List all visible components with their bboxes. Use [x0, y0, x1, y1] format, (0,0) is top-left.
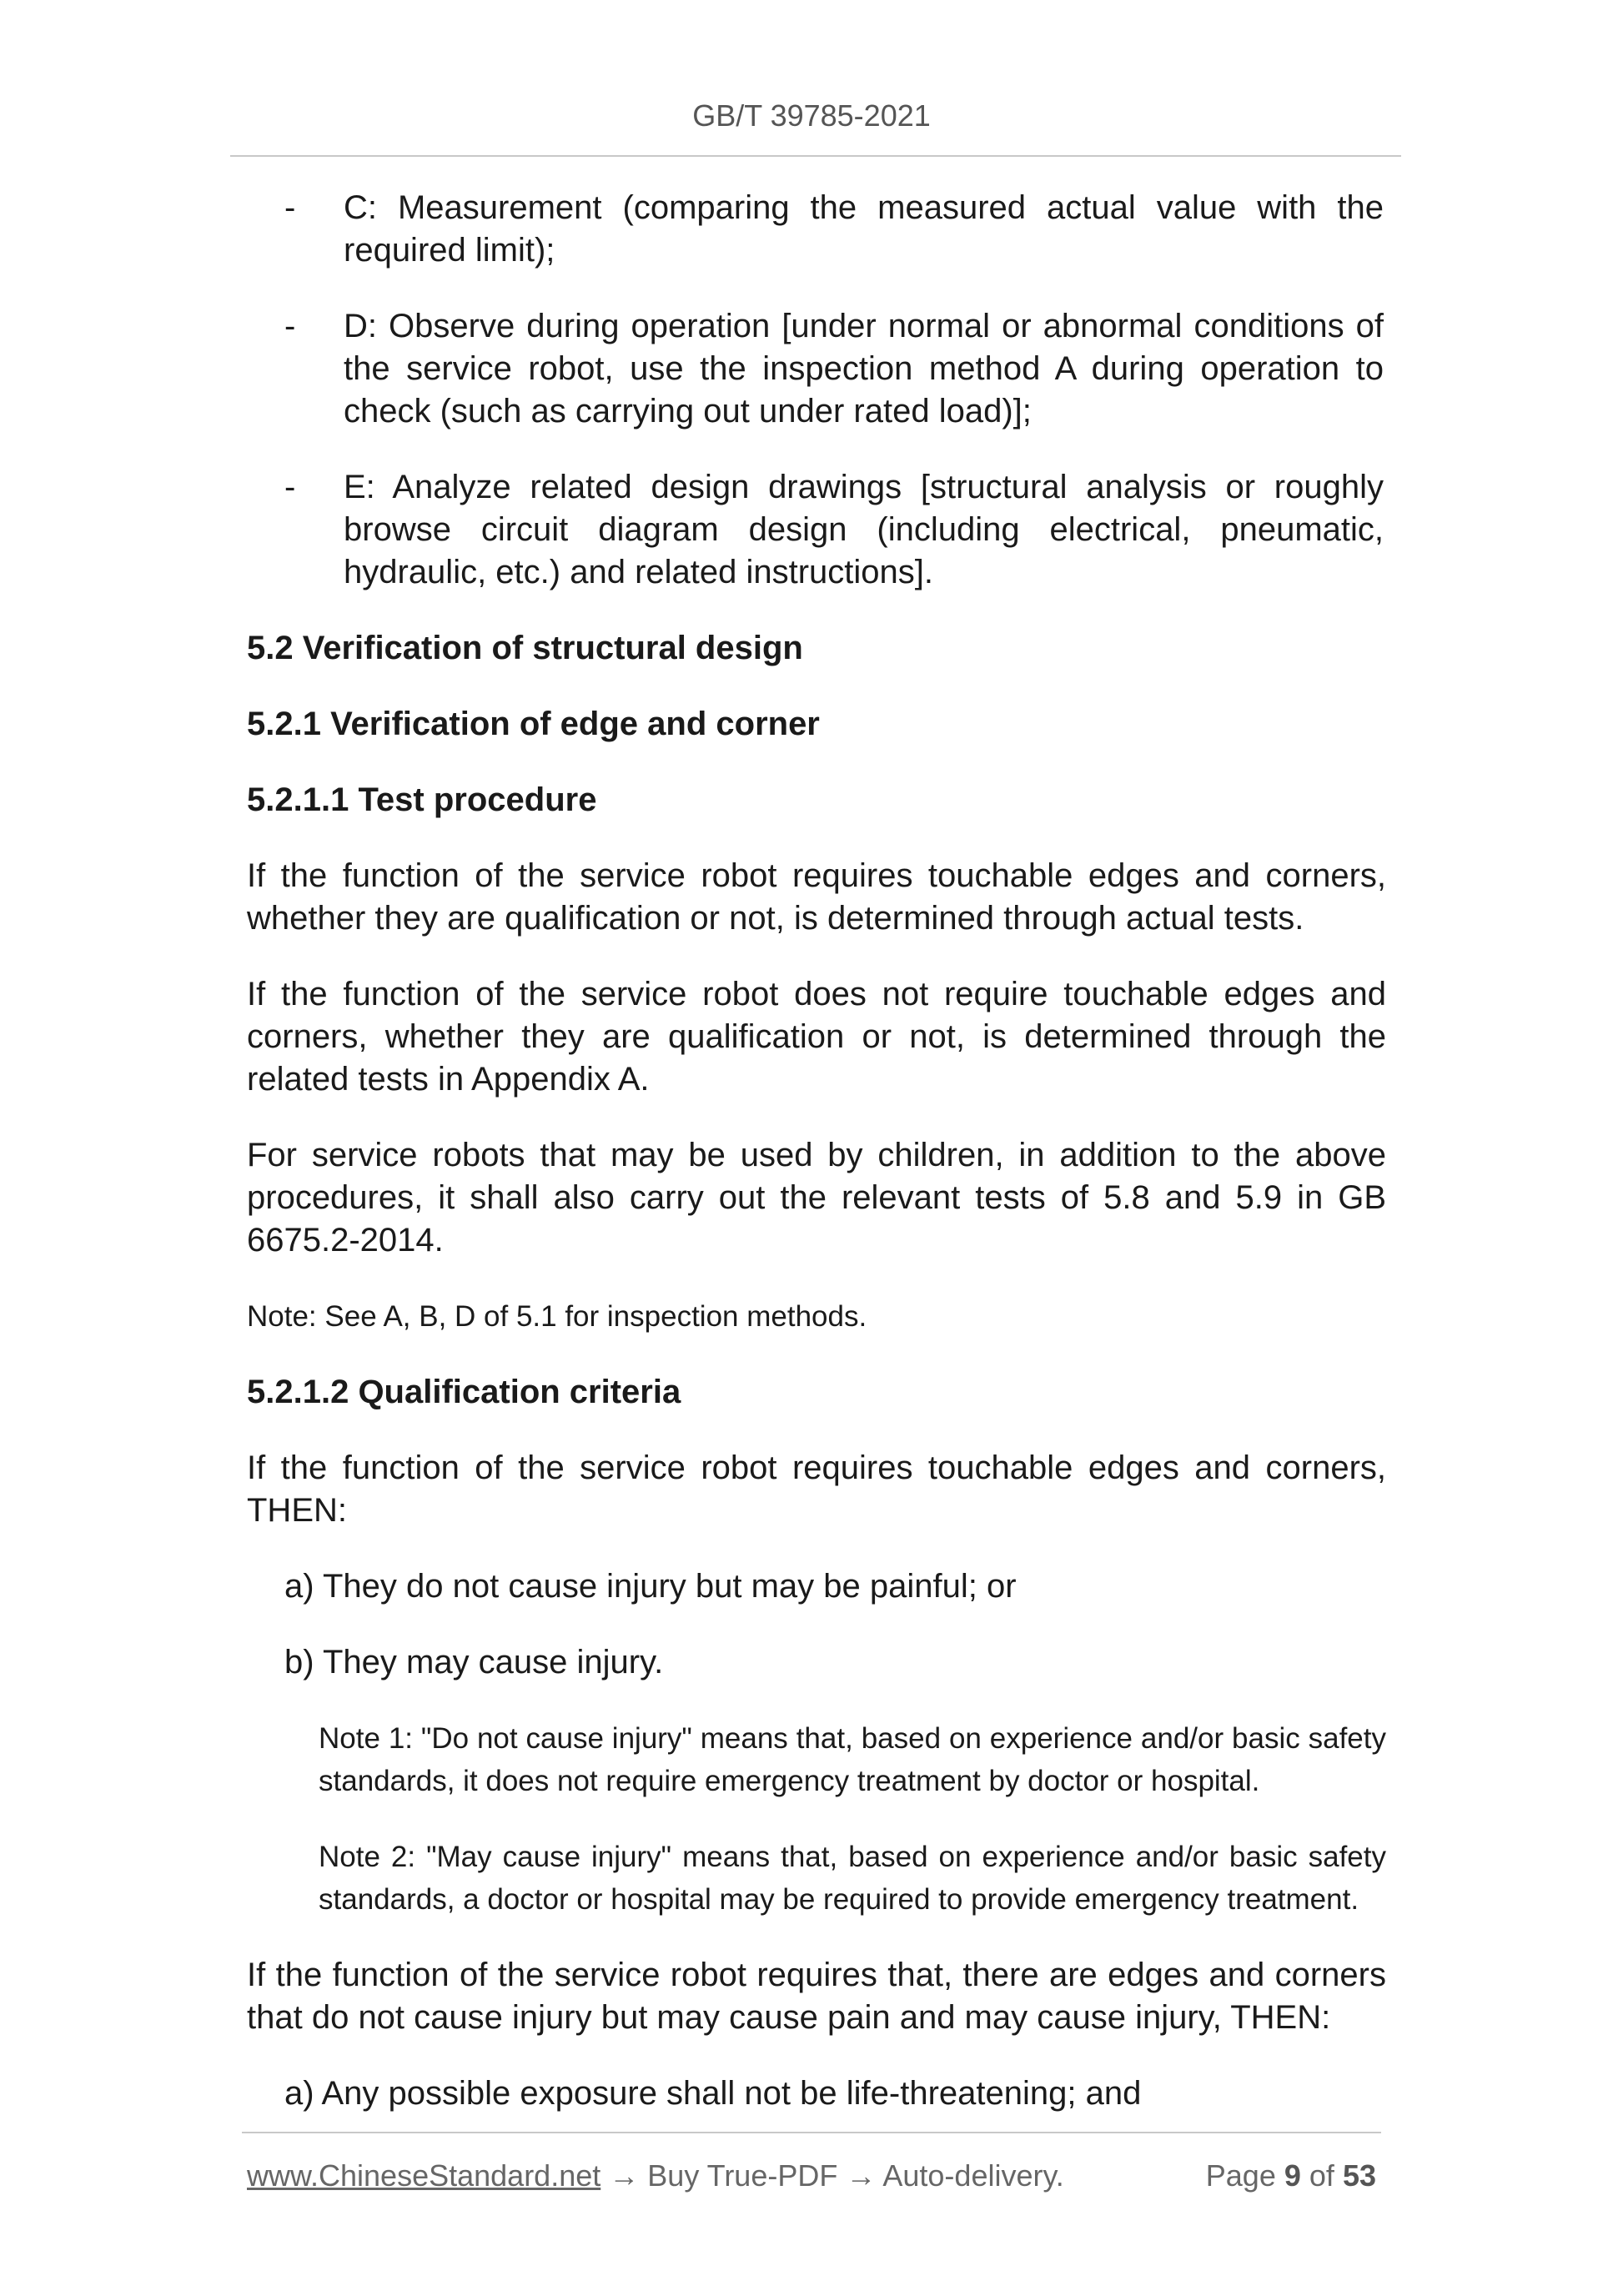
test-procedure-paragraph-3: For service robots that may be used by children, in addition to the above procedures, it shall also carry out the relevant tests of 5.8 and 5.9 in GB 6675.2-2014.	[247, 1137, 1386, 1259]
criteria-intro-2: If the function of the service robot requires that, there are edges and corners that do not cause injury but may cause pain and may cause injury, THEN:	[247, 1957, 1386, 2036]
arrow-right-icon: →	[609, 2158, 640, 2193]
buy-true-pdf-text: Buy True-PDF	[647, 2158, 838, 2193]
of-label: of	[1309, 2158, 1334, 2193]
document-header	[0, 98, 1623, 133]
criteria-item-b: b) They may cause injury.	[284, 1644, 664, 1681]
section-heading-5-2: 5.2 Verification of structural design	[247, 630, 803, 666]
page-label: Page	[1205, 2158, 1276, 2193]
footer-promo	[247, 2158, 1064, 2193]
section-heading-5-2-1-2: 5.2.1.2 Qualification criteria	[247, 1374, 681, 1410]
test-procedure-paragraph-1: If the function of the service robot requires touchable edges and corners, whether they are qualification or not, is determined through actual tests.	[247, 857, 1386, 937]
auto-delivery-text: Auto-delivery.	[882, 2158, 1064, 2193]
criteria-intro: If the function of the service robot requires touchable edges and corners, THEN:	[247, 1449, 1386, 1529]
criteria-item-a-2: a) Any possible exposure shall not be life-threatening; and	[284, 2075, 1142, 2112]
method-text: Analyze related design drawings [structural analysis or roughly browse circuit diagram design (including electrical, pneumatic, hydraulic, etc.) and related instructions].	[344, 469, 1384, 590]
page-number: 9	[1284, 2158, 1301, 2193]
page-content	[247, 187, 1386, 2148]
footer-divider	[242, 2132, 1381, 2133]
header-divider	[230, 155, 1401, 157]
section-heading-5-2-1-1: 5.2.1.1 Test procedure	[247, 781, 597, 818]
criteria-note-2: Note 2: "May cause injury" means that, based on experience and/or basic safety standards, a doctor or hospital may be required to provide emergency treatment.	[319, 1841, 1386, 1916]
criteria-note-1: Note 1: "Do not cause injury" means that, based on experience and/or basic safety standards, it does not require emergency treatment by doctor or hospital.	[319, 1722, 1386, 1797]
test-procedure-paragraph-2: If the function of the service robot does not require touchable edges and corners, whether they are qualification or not, is determined through the related tests in Appendix A.	[247, 976, 1386, 1098]
method-key: C:	[344, 189, 398, 226]
method-key: D:	[344, 308, 389, 344]
page-indicator	[1206, 2158, 1376, 2193]
inspection-method-d: - D: Observe during operation [under normal or abnormal conditions of the service robot, use the inspection method A during operation to check (such as carrying out under rated load)];	[284, 308, 1384, 430]
method-key: E:	[344, 469, 393, 505]
inspection-method-c: - C: Measurement (comparing the measured actual value with the required limit);	[284, 189, 1384, 269]
method-text: Measurement (comparing the measured actual value with the required limit);	[344, 189, 1384, 269]
method-text: Observe during operation [under normal or abnormal conditions of the service robot, use the inspection method A during operation to check (such as carrying out under rated load)];	[344, 308, 1384, 430]
arrow-right-icon: →	[846, 2158, 877, 2193]
inspection-method-e: - E: Analyze related design drawings [structural analysis or roughly browse circuit diagram design (including electrical, pneumatic, hydraulic, etc.) and related instructions].	[284, 469, 1384, 590]
test-procedure-note: Note: See A, B, D of 5.1 for inspection methods.	[247, 1300, 867, 1333]
section-heading-5-2-1: 5.2.1 Verification of edge and corner	[247, 706, 820, 742]
criteria-item-a: a) They do not cause injury but may be painful; or	[284, 1568, 1017, 1605]
total-pages: 53	[1342, 2158, 1376, 2193]
website-link[interactable]: www.ChineseStandard.net	[247, 2158, 601, 2193]
document-id: GB/T 39785-2021	[692, 98, 931, 133]
